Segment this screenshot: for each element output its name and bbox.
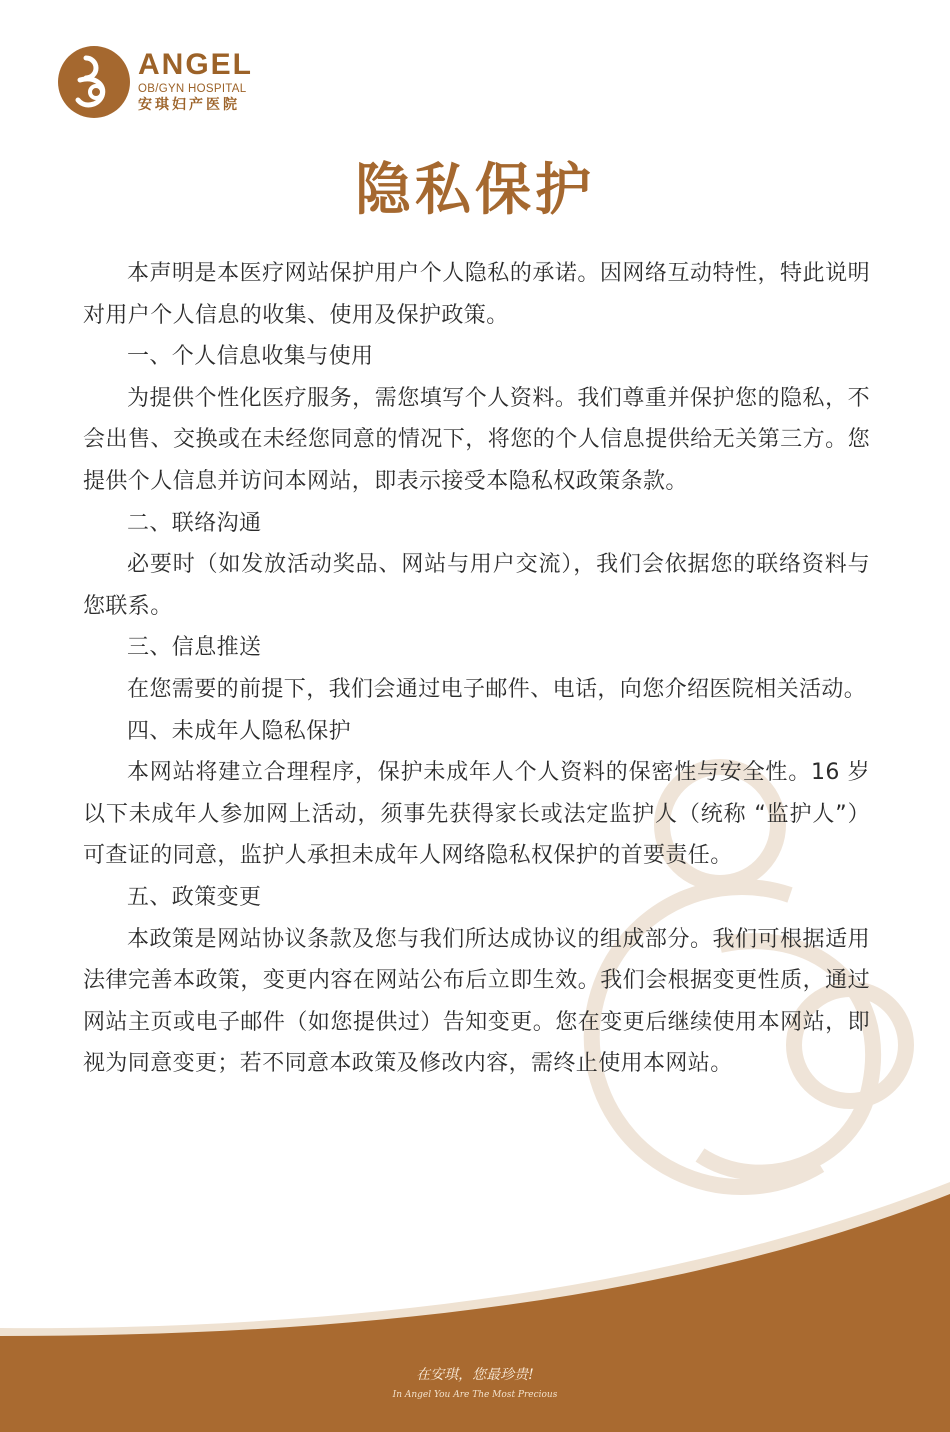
page-title: 隐私保护: [355, 158, 595, 223]
section-heading-minors: 四、未成年人隐私保护: [127, 718, 352, 744]
section-body-contact: 必要时（如发放活动奖品、网站与用户交流），我们会依据您的联络资料与您联系。: [83, 552, 870, 619]
intro-paragraph: 本声明是本医疗网站保护用户个人隐私的承诺。因网络互动特性，特此说明对用户个人信息的收集、使用及保护政策。: [83, 261, 870, 328]
section-body-changes: 本政策是网站协议条款及您与我们所达成协议的组成部分。我们可根据适用法律完善本政策，变更内容在网站公布后立即生效。我们会根据变更性质，通过网站主页或电子邮件（如您提供过）告知变更。您在变更后继续使用本网站，即视为同意变更；若不同意本政策及修改内容，需终止使用本网站。: [83, 926, 870, 1077]
section-heading-push: 三、信息推送: [127, 635, 262, 661]
section-body-minors: 本网站将建立合理程序，保护未成年人个人资料的保密性与安全性。16 岁以下未成年人参加网上活动，须事先获得家长或法定监护人（统称 “监护人”）可查证的同意，监护人承担未成年人网络隐私权保护的首要责任。: [83, 760, 870, 869]
section-heading-contact: 二、联络沟通: [127, 510, 262, 536]
section-heading-collection: 一、个人信息收集与使用: [127, 344, 374, 370]
section-heading-changes: 五、政策变更: [127, 884, 262, 910]
brand-name: ANGEL: [138, 48, 253, 81]
brand-subtitle: OB/GYN HOSPITAL: [138, 83, 247, 95]
footer-slogan-cn: 在安琪，您最珍贵!: [416, 1367, 534, 1383]
logo-mark-icon: [56, 44, 132, 120]
hospital-logo: [56, 44, 276, 122]
brand-name-cn: 安琪妇产医院: [138, 97, 240, 113]
footer-slogan-en: In Angel You Are The Most Precious: [392, 1390, 558, 1400]
section-body-collection: 为提供个性化医疗服务，需您填写个人资料。我们尊重并保护您的隐私，不会出售、交换或在未经您同意的情况下，将您的个人信息提供给无关第三方。您提供个人信息并访问本网站，即表示接受本隐私权政策条款。: [83, 385, 870, 494]
policy-content: [83, 253, 870, 1085]
section-body-push: 在您需要的前提下，我们会通过电子邮件、电话，向您介绍医院相关活动。: [127, 676, 867, 702]
